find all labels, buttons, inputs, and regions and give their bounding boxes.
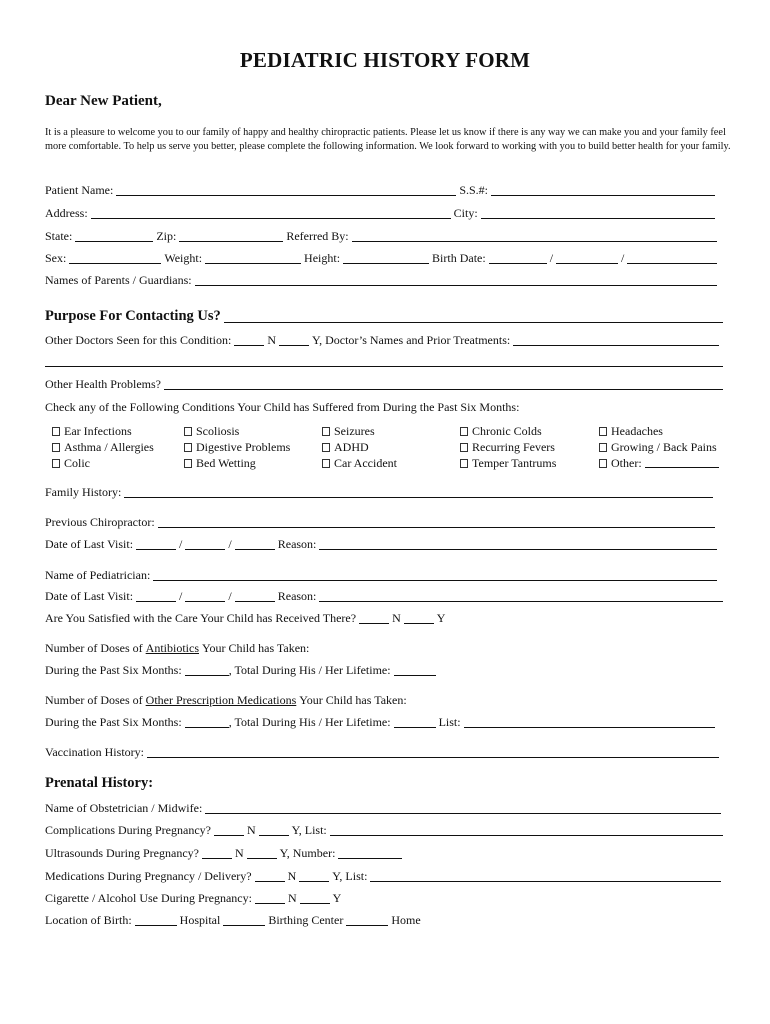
chiro-visit-year-field[interactable]: [235, 537, 275, 550]
checkbox-seizures[interactable]: [322, 427, 330, 436]
prev-chiro-field[interactable]: [158, 515, 715, 528]
condition-label: Asthma / Allergies: [64, 440, 154, 454]
other-meds-heading-row: [45, 690, 723, 708]
intro-paragraph: It is a pleasure to welcome you to our family of happy and healthy chiropractic patients. Please let us know if there is any way we can make you and your family feel more comfortable. To help us serve you better, please complete the following information. We look forward to working with you to build better health for your family.: [45, 127, 731, 152]
check-conditions-label: Check any of the Following Conditions Your Child has Suffered from During the Past Six Months:: [45, 400, 520, 414]
city-field[interactable]: [481, 206, 715, 219]
parents-field[interactable]: [195, 273, 717, 286]
address-row: [45, 203, 723, 221]
ultrasounds-y-field[interactable]: [247, 846, 277, 859]
ultrasounds-n-field[interactable]: [202, 846, 232, 859]
height-field[interactable]: [343, 251, 429, 264]
ss-field[interactable]: [491, 183, 715, 196]
greeting: Dear New Patient,: [45, 93, 162, 109]
sex-field[interactable]: [69, 251, 161, 264]
date-separator: /: [621, 251, 625, 265]
past-six-label: During the Past Six Months:: [45, 663, 182, 677]
pediatrician-last-visit-row: [45, 586, 723, 604]
list-label: List:: [438, 715, 461, 729]
checkbox-digestive-problems[interactable]: [184, 443, 192, 452]
patient-name-label: Patient Name:: [45, 183, 114, 197]
hospital-field[interactable]: [135, 913, 177, 926]
reason-label: Reason:: [277, 589, 317, 603]
reason-label: Reason:: [277, 537, 317, 551]
medications-n-field[interactable]: [255, 869, 285, 882]
height-label: Height:: [304, 251, 341, 265]
address-label: Address:: [45, 206, 88, 220]
condition-label: Other:: [611, 456, 642, 470]
home-label: Home: [391, 913, 421, 927]
birthing-center-label: Birthing Center: [268, 913, 344, 927]
condition-label: Headaches: [611, 424, 663, 438]
condition-asthma-allergies: [52, 440, 154, 455]
antibiotics-doses-row: [45, 660, 723, 678]
satisfied-n-field[interactable]: [359, 611, 389, 624]
y-number-label: Y, Number:: [279, 846, 336, 860]
family-history-field[interactable]: [124, 485, 713, 498]
prev-chiro-row: [45, 512, 723, 530]
checkbox-headaches[interactable]: [599, 427, 607, 436]
other-health-field[interactable]: [164, 377, 723, 390]
no-label: N: [287, 891, 297, 905]
parents-row: [45, 270, 723, 288]
checkbox-chronic-colds[interactable]: [460, 427, 468, 436]
purpose-heading: Purpose For Contacting Us?: [45, 308, 221, 324]
purpose-row: [45, 305, 723, 325]
y-list-label: Y, List:: [291, 823, 327, 837]
vaccination-row: [45, 742, 723, 760]
checkbox-recurring-fevers[interactable]: [460, 443, 468, 452]
birth-year-field[interactable]: [627, 251, 717, 264]
checkbox-growing-back-pains[interactable]: [599, 443, 607, 452]
condition-label: Growing / Back Pains: [611, 440, 717, 454]
cigarette-y-field[interactable]: [300, 891, 330, 904]
date-separator: /: [549, 251, 554, 265]
no-label: N: [267, 333, 276, 347]
date-separator: /: [228, 589, 232, 603]
condition-label: Scoliosis: [196, 424, 240, 438]
meds-six-months-field[interactable]: [185, 715, 229, 728]
complications-y-field[interactable]: [259, 823, 289, 836]
checkbox-temper-tantrums[interactable]: [460, 459, 468, 468]
patient-name-row: [45, 180, 723, 198]
condition-label: Recurring Fevers: [472, 440, 555, 454]
referred-field[interactable]: [352, 229, 717, 242]
doses-prefix: Number of Doses of: [45, 693, 143, 707]
condition-chronic-colds: [460, 424, 542, 439]
condition-label: ADHD: [334, 440, 369, 454]
ultrasounds-label: Ultrasounds During Pregnancy?: [45, 846, 199, 860]
obstetrician-label: Name of Obstetrician / Midwife:: [45, 801, 203, 815]
doctors-names-field[interactable]: [513, 333, 719, 346]
antibiotics-heading-row: [45, 638, 723, 656]
cigarette-row: [45, 888, 723, 906]
y-list-label: Y, List:: [332, 869, 368, 883]
chiro-visit-day-field[interactable]: [185, 537, 225, 550]
birth-date-label: Birth Date:: [432, 251, 486, 265]
condition-label: Digestive Problems: [196, 440, 291, 454]
pediatrician-row: [45, 565, 723, 583]
meds-list-field[interactable]: [464, 715, 715, 728]
complications-label: Complications During Pregnancy?: [45, 823, 211, 837]
ss-label: S.S.#:: [459, 183, 489, 197]
other-meds-label: Other Prescription Medications: [145, 693, 297, 707]
page-title: PEDIATRIC HISTORY FORM: [239, 48, 531, 72]
condition-growing-back-pains: [599, 440, 717, 455]
location-label: Location of Birth:: [45, 913, 132, 927]
complications-n-field[interactable]: [214, 823, 244, 836]
doses-suffix: Your Child has Taken:: [299, 693, 407, 707]
satisfied-label: Are You Satisfied with the Care Your Child has Received There?: [45, 611, 357, 625]
vaccination-label: Vaccination History:: [45, 745, 144, 759]
continuation-line[interactable]: [45, 366, 723, 367]
state-label: State:: [45, 229, 73, 243]
no-label: N: [246, 823, 256, 837]
sex-label: Sex:: [45, 251, 67, 265]
date-separator: /: [179, 537, 183, 551]
other-health-label: Other Health Problems?: [45, 377, 161, 391]
medications-list-field[interactable]: [370, 869, 721, 882]
other-condition-field[interactable]: [645, 457, 719, 468]
parents-label: Names of Parents / Guardians:: [45, 273, 192, 287]
condition-car-accident: [322, 456, 397, 471]
no-label: N: [392, 611, 401, 625]
past-six-label: During the Past Six Months:: [45, 715, 182, 729]
birth-day-field[interactable]: [556, 251, 618, 264]
condition-digestive-problems: [184, 440, 290, 455]
sex-row: [45, 248, 723, 266]
pediatrician-label: Name of Pediatrician:: [45, 568, 151, 582]
satisfied-row: [45, 608, 723, 626]
medications-row: [45, 866, 723, 884]
state-row: [45, 226, 723, 244]
condition-label: Chronic Colds: [472, 424, 542, 438]
zip-label: Zip:: [156, 229, 177, 243]
location-row: [45, 910, 723, 928]
pediatrician-field[interactable]: [153, 568, 717, 581]
yes-label: Y: [436, 611, 446, 625]
address-field[interactable]: [91, 206, 451, 219]
chiro-visit-month-field[interactable]: [136, 537, 176, 550]
chiro-reason-field[interactable]: [319, 537, 717, 550]
lifetime-label: , Total During His / Her Lifetime:: [228, 715, 391, 729]
checkbox-asthma-allergies[interactable]: [52, 443, 60, 452]
obstetrician-field[interactable]: [205, 801, 721, 814]
zip-field[interactable]: [179, 229, 283, 242]
condition-label: Seizures: [334, 424, 375, 438]
condition-other: [599, 456, 722, 471]
antibiotics-lifetime-field[interactable]: [394, 663, 436, 676]
checkbox-colic[interactable]: [52, 459, 60, 468]
yes-label: Y: [332, 891, 342, 905]
lifetime-label: , Total During His / Her Lifetime:: [228, 663, 391, 677]
condition-headaches: [599, 424, 663, 439]
condition-label: Temper Tantrums: [472, 456, 557, 470]
checkbox-bed-wetting[interactable]: [184, 459, 192, 468]
condition-adhd: [322, 440, 369, 455]
hospital-label: Hospital: [179, 913, 221, 927]
patient-name-field[interactable]: [116, 183, 456, 196]
other-doctors-label: Other Doctors Seen for this Condition:: [45, 333, 232, 347]
condition-label: Ear Infections: [64, 424, 132, 438]
purpose-field[interactable]: [224, 310, 723, 323]
other-doctors-n-field[interactable]: [234, 333, 264, 346]
family-history-label: Family History:: [45, 485, 122, 499]
satisfied-y-field[interactable]: [404, 611, 434, 624]
condition-bed-wetting: [184, 456, 256, 471]
condition-label: Bed Wetting: [196, 456, 256, 470]
check-conditions-row: [45, 397, 723, 415]
condition-recurring-fevers: [460, 440, 555, 455]
condition-colic: [52, 456, 90, 471]
ped-visit-month-field[interactable]: [136, 589, 176, 602]
state-field[interactable]: [75, 229, 153, 242]
condition-seizures: [322, 424, 375, 439]
checkbox-ear-infections[interactable]: [52, 427, 60, 436]
checkbox-other[interactable]: [599, 459, 607, 468]
weight-label: Weight:: [164, 251, 203, 265]
complications-list-field[interactable]: [330, 823, 723, 836]
condition-label: Colic: [64, 456, 90, 470]
checkbox-scoliosis[interactable]: [184, 427, 192, 436]
date-separator: /: [179, 589, 183, 603]
checkbox-adhd[interactable]: [322, 443, 330, 452]
doses-prefix: Number of Doses of: [45, 641, 143, 655]
family-history-row: [45, 482, 723, 500]
medications-label: Medications During Pregnancy / Delivery?: [45, 869, 252, 883]
home-field[interactable]: [346, 913, 388, 926]
condition-label: Car Accident: [334, 456, 397, 470]
prev-chiro-label: Previous Chiropractor:: [45, 515, 155, 529]
last-visit-label: Date of Last Visit:: [45, 589, 134, 603]
birthing-center-field[interactable]: [223, 913, 265, 926]
vaccination-field[interactable]: [147, 745, 719, 758]
meds-lifetime-field[interactable]: [394, 715, 436, 728]
date-separator: /: [228, 537, 232, 551]
condition-ear-infections: [52, 424, 132, 439]
ped-reason-field[interactable]: [319, 589, 723, 602]
ped-visit-day-field[interactable]: [185, 589, 225, 602]
checkbox-car-accident[interactable]: [322, 459, 330, 468]
chiro-last-visit-row: [45, 534, 723, 552]
doses-suffix: Your Child has Taken:: [202, 641, 310, 655]
other-meds-doses-row: [45, 712, 723, 730]
doctors-names-label: Y, Doctor’s Names and Prior Treatments:: [311, 333, 511, 347]
antibiotics-six-months-field[interactable]: [185, 663, 229, 676]
condition-scoliosis: [184, 424, 239, 439]
medications-y-field[interactable]: [299, 869, 329, 882]
prenatal-heading: Prenatal History:: [45, 775, 154, 791]
cigarette-n-field[interactable]: [255, 891, 285, 904]
weight-field[interactable]: [205, 251, 301, 264]
complications-row: [45, 820, 723, 838]
no-label: N: [234, 846, 244, 860]
last-visit-label: Date of Last Visit:: [45, 537, 134, 551]
referred-label: Referred By:: [286, 229, 349, 243]
city-label: City:: [453, 206, 478, 220]
antibiotics-label: Antibiotics: [145, 641, 199, 655]
ped-visit-year-field[interactable]: [235, 589, 275, 602]
condition-temper-tantrums: [460, 456, 556, 471]
ultrasounds-row: [45, 843, 723, 861]
other-doctors-y-field[interactable]: [279, 333, 309, 346]
obstetrician-row: [45, 798, 723, 816]
ultrasounds-number-field[interactable]: [338, 846, 402, 859]
other-health-row: [45, 374, 723, 392]
no-label: N: [287, 869, 297, 883]
birth-month-field[interactable]: [489, 251, 547, 264]
cigarette-label: Cigarette / Alcohol Use During Pregnancy:: [45, 891, 252, 905]
other-doctors-row: [45, 330, 723, 348]
